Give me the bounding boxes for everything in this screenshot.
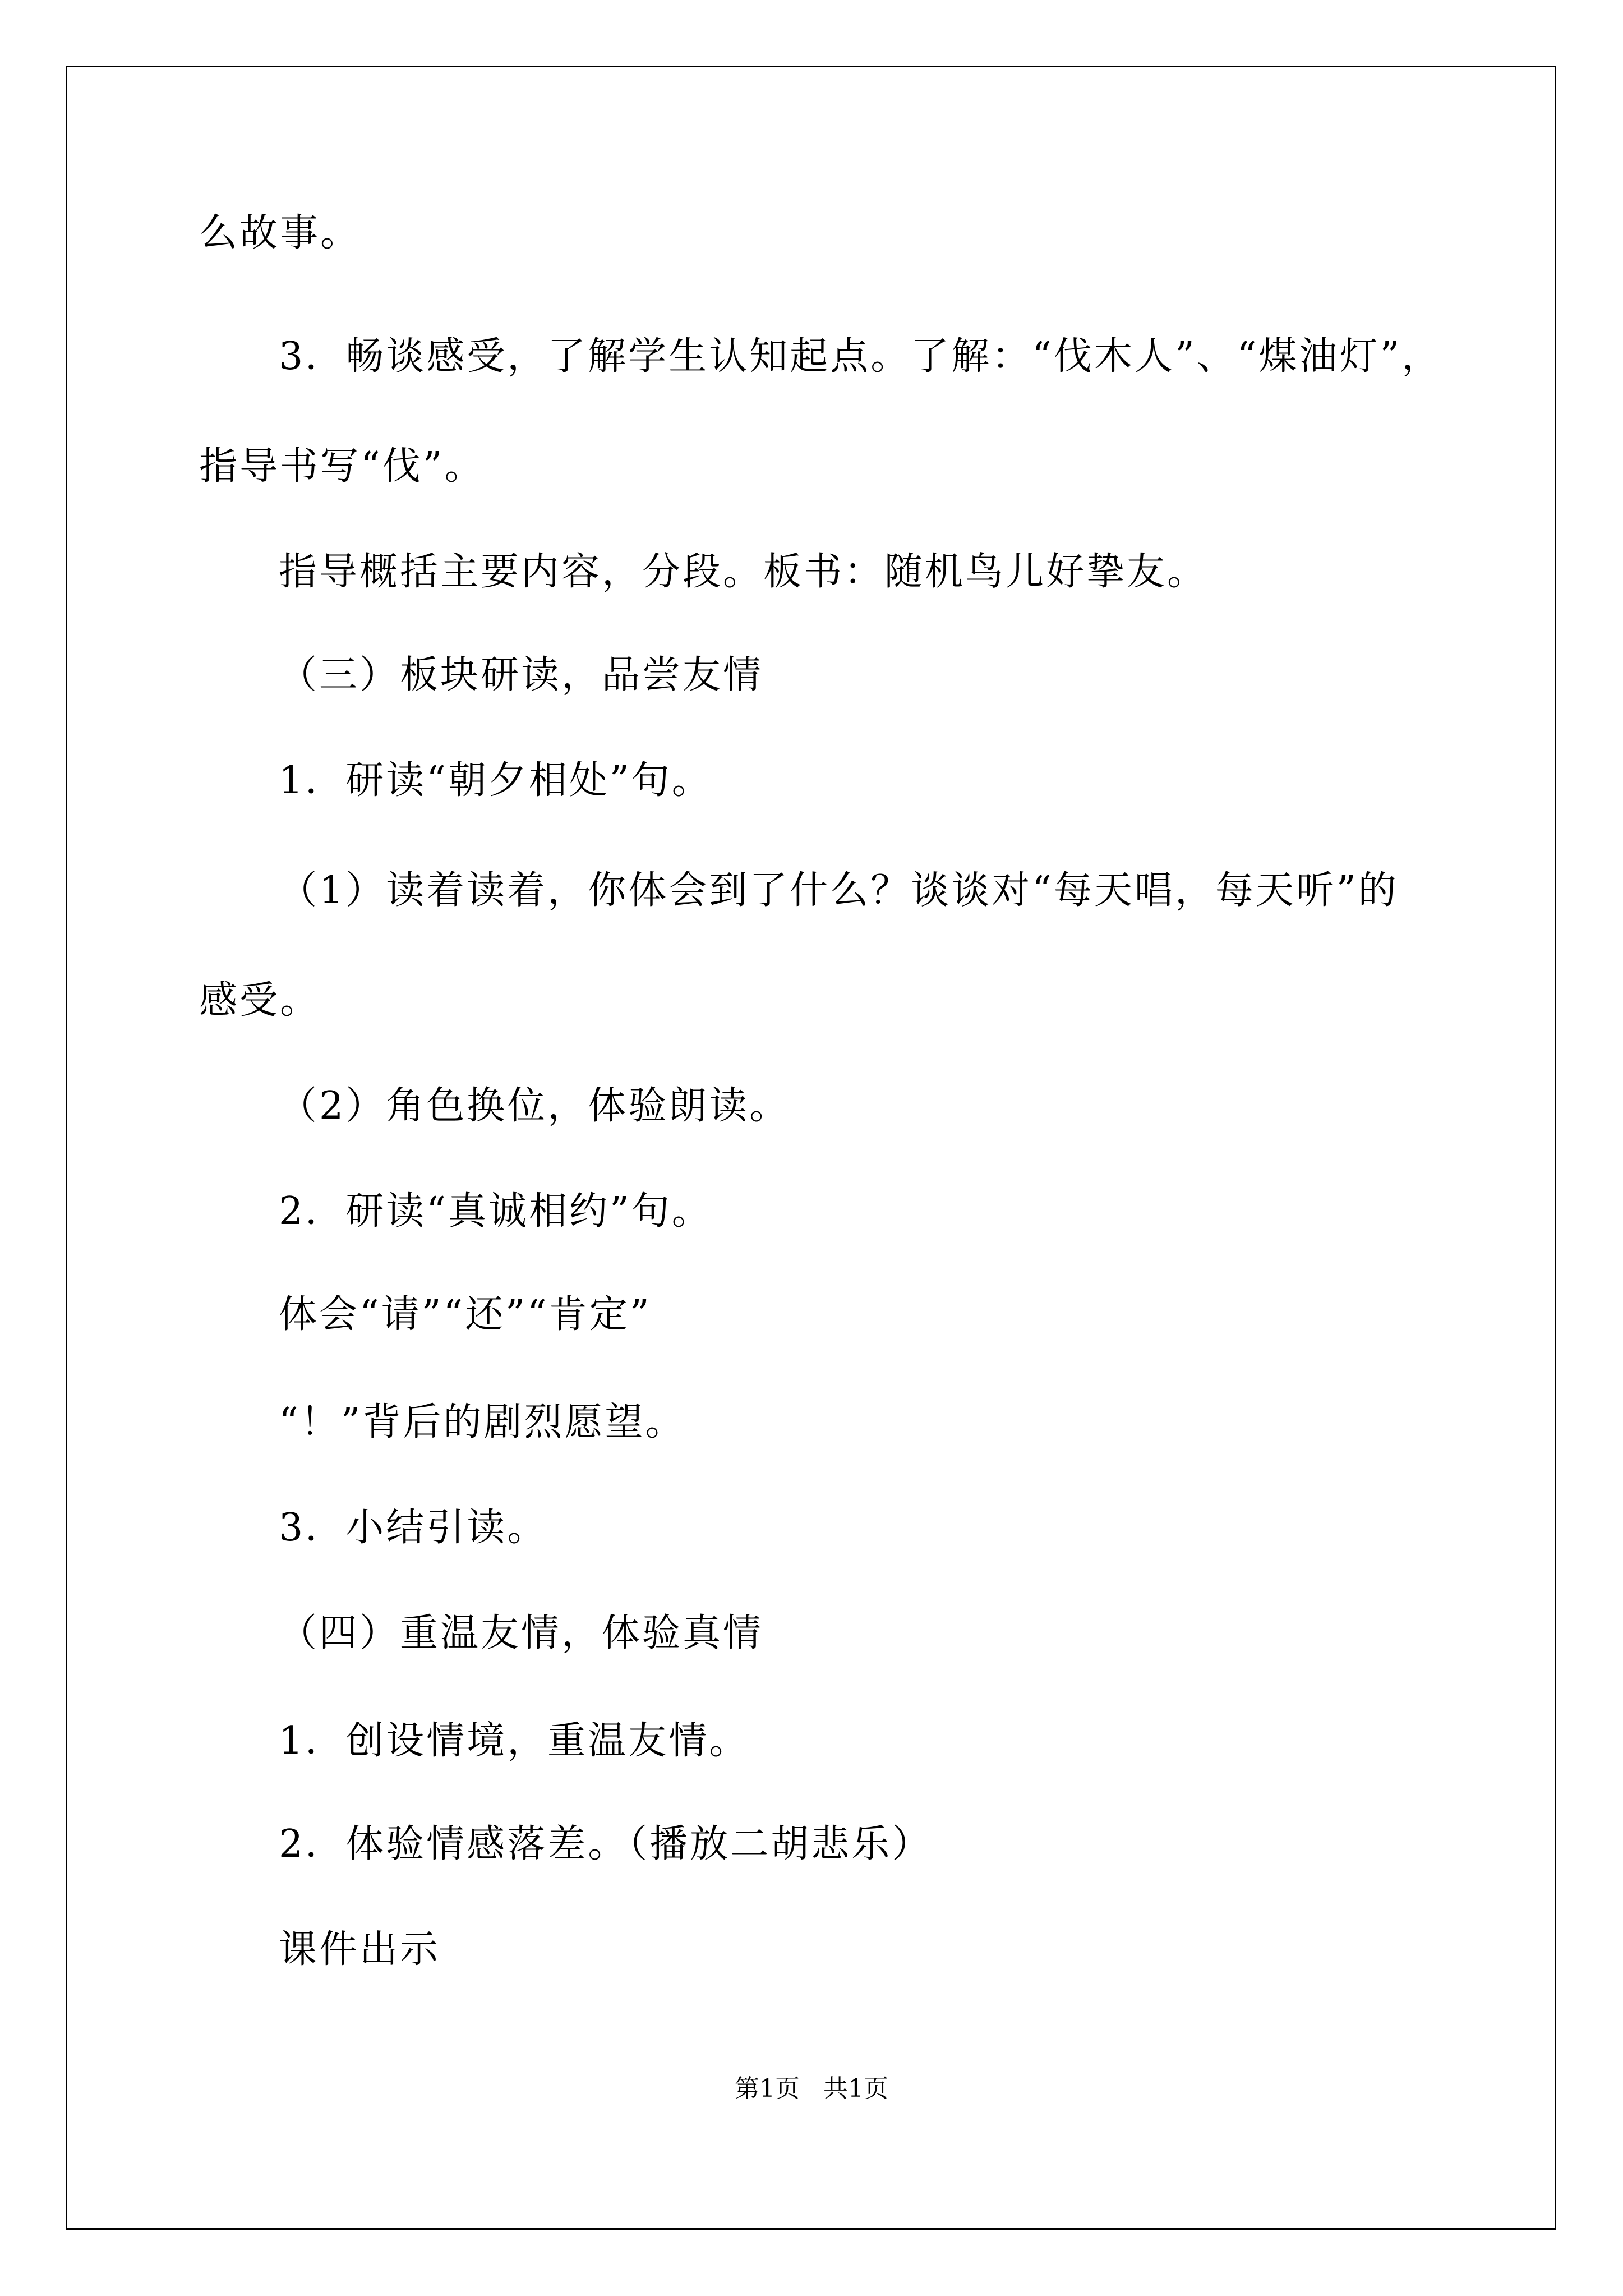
text-line: 3．畅谈感受，了解学生认知起点。了解：“伐木人”、“煤油灯”， <box>279 334 1442 379</box>
text-line: 3．小结引读。 <box>279 1506 548 1550</box>
text-line: 1．研读“朝夕相处”句。 <box>279 758 712 803</box>
text-line: 2．研读“真诚相约”句。 <box>279 1189 712 1234</box>
text-line: 2．体验情感落差。（播放二胡悲乐） <box>279 1822 933 1866</box>
text-line: 么故事。 <box>199 211 361 255</box>
section-heading: （三）板块研读，品尝友情 <box>279 653 764 697</box>
text-line: （1）读着读着，你体会到了什么？谈谈对“每天唱，每天听”的 <box>279 868 1399 913</box>
text-line: 指导书写“伐”。 <box>199 444 485 489</box>
text-line: 感受。 <box>199 978 321 1023</box>
text-line: 指导概括主要内容，分段。板书：随机鸟儿好挚友。 <box>279 550 1208 594</box>
section-heading: （四）重温友情，体验真情 <box>279 1611 764 1655</box>
text-line: 课件出示 <box>279 1927 441 1972</box>
text-line: （2）角色换位，体验朗读。 <box>279 1084 790 1128</box>
page-border <box>66 66 1556 2230</box>
text-line: “！”背后的剧烈愿望。 <box>279 1400 686 1444</box>
page-number-footer: 第1页 共1页 <box>735 2074 888 2103</box>
text-line: 1．创设情境，重温友情。 <box>279 1719 750 1763</box>
text-line: 体会“请”“还”“肯定” <box>279 1292 652 1337</box>
